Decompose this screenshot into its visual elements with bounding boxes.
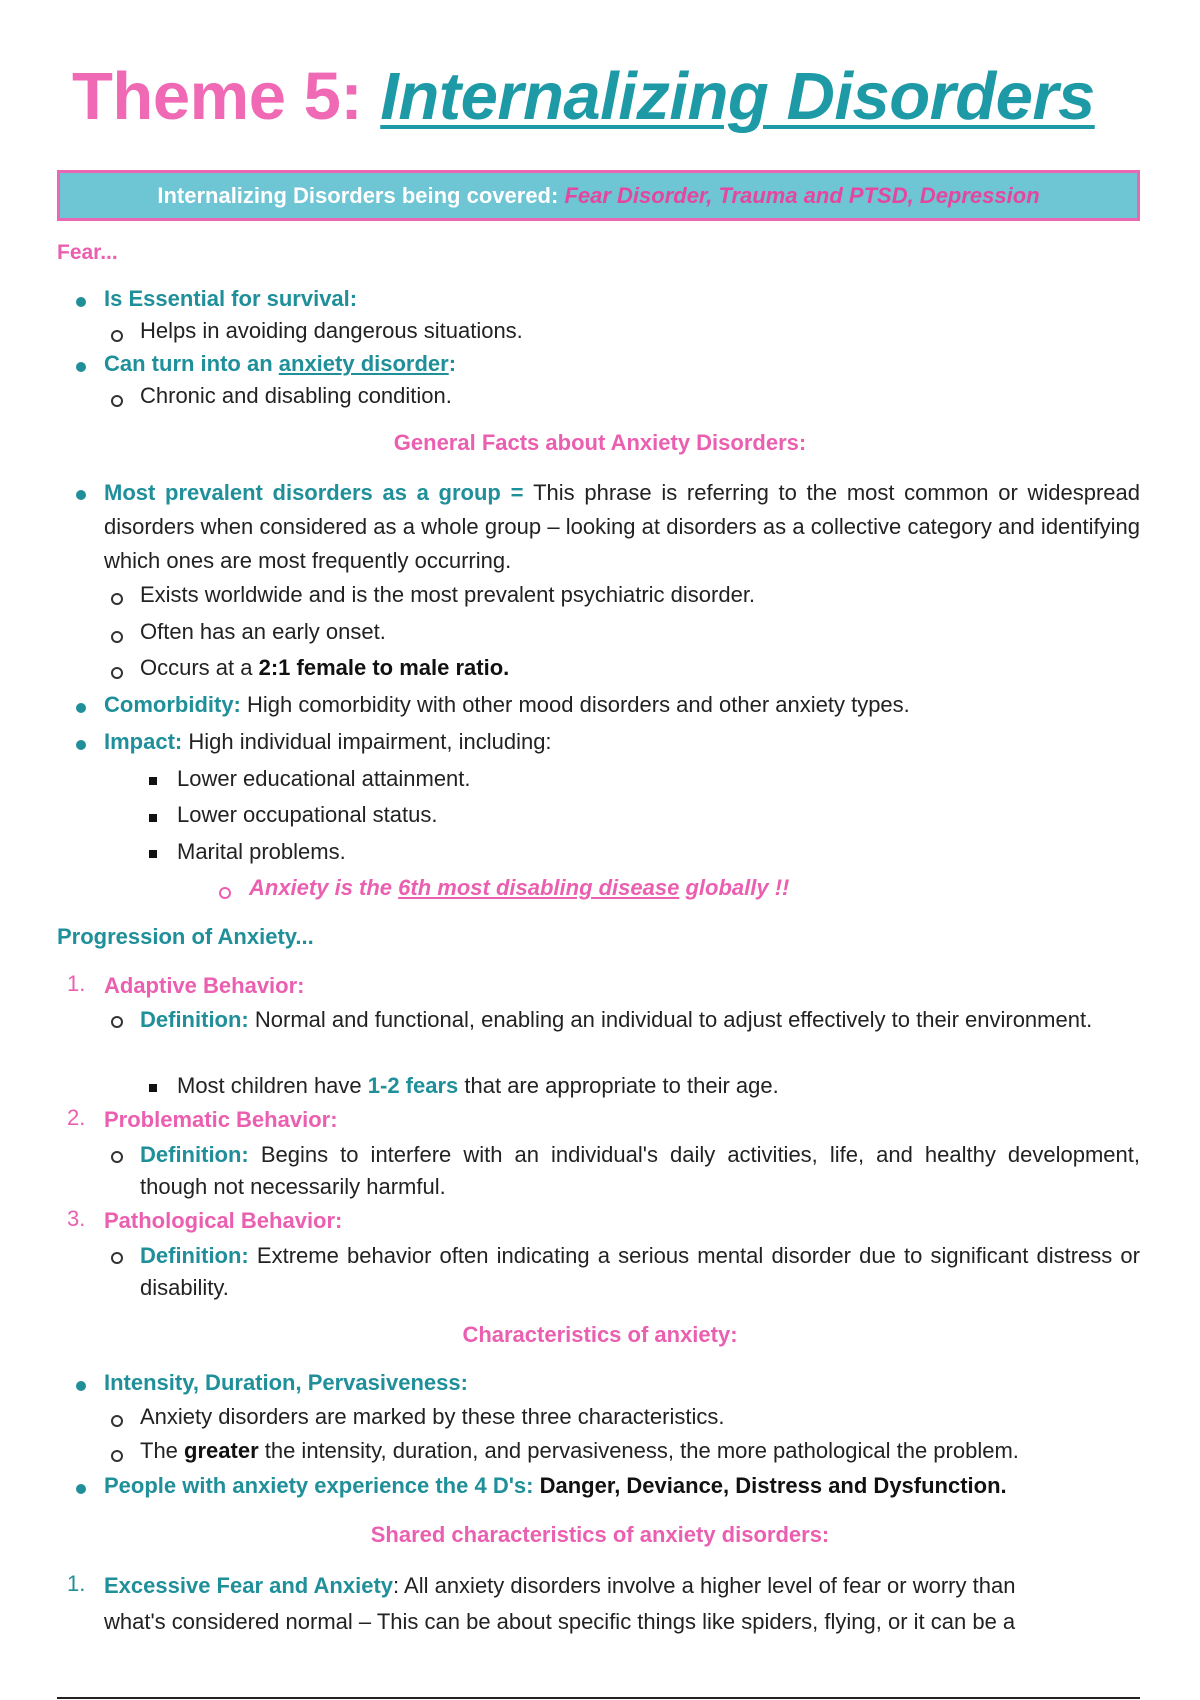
bullet-dot	[76, 490, 86, 500]
prevalent-eq: =	[500, 480, 534, 505]
impact-bullet	[104, 727, 552, 757]
bullet-dot	[76, 362, 86, 372]
bullet-ring	[111, 667, 123, 679]
general-facts-heading: General Facts about Anxiety Disorders:	[393, 430, 807, 455]
bullet-ring	[111, 631, 123, 643]
impact-item: Lower educational attainment.	[177, 766, 471, 791]
fear-bullet-anxiety	[104, 349, 456, 379]
fear-bullet-essential: Is Essential for survival:	[104, 286, 358, 311]
adaptive-title: Adaptive Behavior:	[104, 973, 305, 998]
list-number: 1.	[67, 971, 86, 996]
disabling-note	[249, 873, 789, 903]
excessive-fear-label: Excessive Fear and Anxiety	[104, 1573, 394, 1598]
list-number: 1.	[67, 1571, 86, 1596]
note-pre: Anxiety is the	[249, 875, 399, 900]
prevalent-label: Most prevalent disorders as a group	[104, 480, 501, 505]
adaptive-sub	[177, 1071, 779, 1101]
fears-pre: Most children have	[177, 1073, 368, 1098]
problematic-title: Problematic Behavior:	[104, 1107, 338, 1132]
fears-post: that are appropriate to their age.	[458, 1073, 779, 1098]
problematic-def-text: Begins to interfere with an individual's daily activities, life, and healthy development, though not necessarily harmful.	[140, 1142, 1140, 1199]
adaptive-def-text: Normal and functional, enabling an individual to adjust effectively to their environment.	[248, 1007, 1093, 1032]
four-ds-label: People with anxiety experience the 4 D's:	[104, 1473, 534, 1498]
bullet-ring	[111, 1415, 123, 1427]
bullet-dot	[76, 1484, 86, 1494]
bullet-ring	[111, 1450, 123, 1462]
comorbidity-bullet	[104, 690, 910, 720]
bullet-ring	[111, 593, 123, 605]
excessive-fear-text: : All anxiety disorders involve a higher level of fear or worry than	[393, 1573, 1016, 1598]
definition-label: Definition:	[140, 1007, 249, 1032]
bullet-ring	[111, 1151, 123, 1163]
four-ds-bullet	[104, 1471, 1007, 1501]
progression-heading: Progression of Anxiety...	[57, 924, 314, 949]
bullet-ring	[111, 1252, 123, 1264]
list-number: 3.	[67, 1206, 86, 1231]
bullet-dot	[76, 703, 86, 713]
fear-heading: Fear...	[57, 241, 118, 264]
anxiety-disorder-link[interactable]: anxiety disorder	[278, 351, 449, 376]
banner-topics: Fear Disorder, Trauma and PTSD, Depression	[564, 182, 1040, 208]
note-post: globally !!	[679, 875, 790, 900]
pathological-title: Pathological Behavior:	[104, 1208, 343, 1233]
shared-item-1-line2: what's considered normal – This can be about specific things like spiders, flying, or it can be a	[104, 1609, 1016, 1634]
impact-text: High individual impairment, including:	[182, 729, 552, 754]
intensity-bullet: Intensity, Duration, Pervasiveness:	[104, 1370, 468, 1395]
impact-item: Lower occupational status.	[177, 802, 438, 827]
list-number: 2.	[67, 1105, 86, 1130]
fear-sub-chronic: Chronic and disabling condition.	[140, 383, 452, 408]
impact-item: Marital problems.	[177, 839, 346, 864]
note-link: 6th most disabling disease	[398, 875, 680, 900]
banner-label: Internalizing Disorders being covered:	[157, 182, 565, 208]
definition-label: Definition:	[140, 1142, 249, 1167]
shared-heading: Shared characteristics of anxiety disorders:	[370, 1522, 830, 1547]
fears-bold: 1-2 fears	[367, 1073, 459, 1098]
general-sub-onset: Often has an early onset.	[140, 619, 386, 644]
bullet-ring	[111, 330, 123, 342]
greater-post: the intensity, duration, and pervasiveness, the more pathological the problem.	[258, 1438, 1019, 1463]
bullet-dot	[76, 1381, 86, 1391]
bullet-square	[149, 777, 157, 785]
bottom-rule	[57, 1697, 1140, 1699]
intensity-sub-greater	[140, 1436, 1019, 1466]
page-title	[72, 58, 1095, 135]
fear-sub-avoiding: Helps in avoiding dangerous situations.	[140, 318, 523, 343]
prevalent-text: This phrase is referring to the most common or widespread disorders when considered as a whole group – looking at disorders as a collective category and identifying which ones are most frequently occurring.	[104, 480, 1140, 573]
ratio-bold: 2:1 female to male ratio.	[258, 655, 510, 680]
bullet-dot	[76, 297, 86, 307]
shared-item-1-line1	[104, 1571, 1015, 1601]
topics-banner	[57, 170, 1140, 221]
four-ds-text: Danger, Deviance, Distress and Dysfunction.	[533, 1473, 1007, 1498]
intensity-sub-marked: Anxiety disorders are marked by these three characteristics.	[140, 1404, 725, 1429]
fear-b2-pre: Can turn into an	[104, 351, 279, 376]
greater-bold: greater	[184, 1438, 259, 1463]
prevalent-paragraph	[104, 476, 1140, 578]
bullet-square	[149, 814, 157, 822]
bullet-ring	[111, 395, 123, 407]
characteristics-heading: Characteristics of anxiety:	[462, 1322, 738, 1347]
bullet-ring	[219, 887, 231, 899]
fear-b2-post: :	[448, 351, 457, 376]
comorbidity-text: High comorbidity with other mood disorders and other anxiety types.	[240, 692, 910, 717]
comorbidity-label: Comorbidity:	[104, 692, 241, 717]
definition-label: Definition:	[140, 1243, 249, 1268]
problematic-definition	[140, 1139, 1140, 1203]
greater-pre: The	[140, 1438, 185, 1463]
pathological-def-text: Extreme behavior often indicating a serious mental disorder due to significant distress or disability.	[140, 1243, 1140, 1300]
title-main: Internalizing Disorders	[380, 59, 1095, 134]
bullet-square	[149, 1084, 157, 1092]
bullet-ring	[111, 1016, 123, 1028]
ratio-pre: Occurs at a	[140, 655, 259, 680]
impact-label: Impact:	[104, 729, 183, 754]
general-sub-ratio	[140, 653, 509, 683]
bullet-square	[149, 850, 157, 858]
pathological-definition	[140, 1240, 1140, 1304]
title-prefix: Theme 5:	[72, 59, 381, 134]
general-sub-worldwide: Exists worldwide and is the most prevalent psychiatric disorder.	[140, 582, 756, 607]
adaptive-definition	[140, 1004, 1140, 1036]
bullet-dot	[76, 740, 86, 750]
